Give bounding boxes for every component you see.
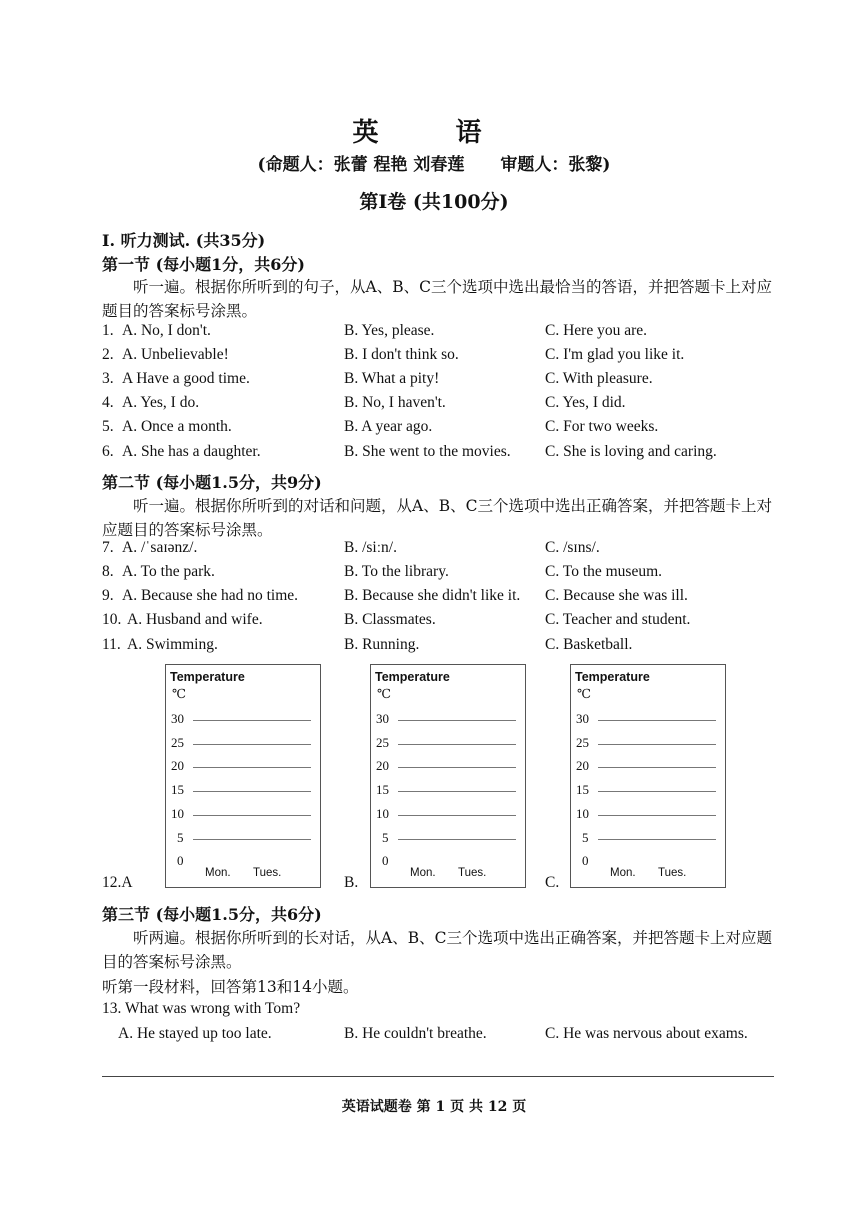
q13-question: 13. What was wrong with Tom? bbox=[102, 1000, 301, 1017]
grid-line bbox=[398, 791, 516, 792]
grid-line bbox=[598, 767, 716, 768]
chart-unit: ℃ bbox=[577, 686, 591, 701]
option-b: B. Yes, please. bbox=[344, 322, 435, 339]
section3-instruction: 听两遍。根据你所听到的长对话，从A、B、C三个选项中选出正确答案，并把答题卡上对应题目的答案标号涂黑。 bbox=[102, 929, 772, 971]
question-number: 3. bbox=[102, 370, 114, 387]
x-tick-label: Tues. bbox=[458, 867, 487, 879]
option-a: A. Because she had no time. bbox=[122, 587, 299, 604]
chart-unit: ℃ bbox=[377, 686, 391, 701]
option-a: A. Unbelievable! bbox=[122, 346, 229, 363]
option-b: B. Classmates. bbox=[344, 611, 436, 628]
option-b: B. Running. bbox=[344, 636, 420, 653]
y-tick-label: 25 bbox=[171, 734, 184, 750]
question-number: 2. bbox=[102, 346, 114, 363]
option-b: B. Because she didn't like it. bbox=[344, 587, 521, 604]
grid-line bbox=[598, 815, 716, 816]
y-tick-label: 10 bbox=[376, 805, 389, 821]
option-b: B. /siːn/. bbox=[344, 539, 397, 556]
volume-heading: 第Ⅰ卷 (共100分) bbox=[359, 191, 509, 213]
x-tick-label: Tues. bbox=[658, 867, 687, 879]
option-c: C. Because she was ill. bbox=[545, 587, 688, 604]
page-title: 英 语 bbox=[352, 118, 516, 148]
option-c: C. She is loving and caring. bbox=[545, 443, 717, 460]
option-b: B. She went to the movies. bbox=[344, 443, 511, 460]
grid-line bbox=[598, 720, 716, 721]
option-a: A. To the park. bbox=[122, 563, 215, 580]
y-tick-label: 5 bbox=[382, 829, 389, 845]
q12-option-a: A bbox=[121, 874, 133, 891]
option-c: C. To the museum. bbox=[545, 563, 663, 580]
y-tick-label: 20 bbox=[376, 758, 389, 774]
grid-line bbox=[193, 720, 311, 721]
option-b: B. I don't think so. bbox=[344, 346, 459, 363]
option-a: A. Yes, I do. bbox=[122, 394, 200, 411]
q12-option-b: B. bbox=[344, 874, 359, 891]
y-tick-label: 0 bbox=[382, 853, 389, 869]
y-tick-label: 20 bbox=[576, 758, 589, 774]
page-footer: 英语试题卷 第 1 页 共 12 页 bbox=[341, 1099, 527, 1115]
y-tick-label: 15 bbox=[576, 782, 589, 798]
y-tick-label: 5 bbox=[177, 829, 184, 845]
option-a: A. Husband and wife. bbox=[127, 611, 263, 628]
option-a: A. /ˈsaɪənz/. bbox=[122, 539, 198, 556]
grid-line bbox=[193, 744, 311, 745]
section1-instruction: 听一遍。根据你所听到的句子，从A、B、C三个选项中选出最恰当的答语，并把答题卡上对应题目的答案标号涂黑。 bbox=[102, 278, 772, 320]
temperature-chart bbox=[570, 662, 730, 888]
question-number: 9. bbox=[102, 587, 114, 604]
question-number: 10. bbox=[102, 611, 122, 628]
y-tick-label: 0 bbox=[582, 853, 589, 869]
y-tick-label: 10 bbox=[171, 805, 184, 821]
option-a: A Have a good time. bbox=[122, 370, 250, 387]
option-a: A. Once a month. bbox=[122, 418, 232, 435]
grid-line bbox=[193, 839, 311, 840]
grid-line bbox=[598, 791, 716, 792]
option-b: B. What a pity! bbox=[344, 370, 440, 387]
chart-ylabel: Temperature bbox=[170, 670, 245, 684]
x-tick-label: Mon. bbox=[610, 867, 636, 879]
temperature-chart bbox=[370, 662, 530, 888]
question-number: 8. bbox=[102, 563, 114, 580]
temperature-chart bbox=[165, 662, 325, 888]
question-number: 7. bbox=[102, 539, 114, 556]
option-c: C. /sɪns/. bbox=[545, 539, 600, 556]
grid-line bbox=[398, 839, 516, 840]
option-c: C. With pleasure. bbox=[545, 370, 653, 387]
grid-line bbox=[398, 720, 516, 721]
question-number: 11. bbox=[102, 636, 121, 653]
grid-line bbox=[193, 767, 311, 768]
question-number: 5. bbox=[102, 418, 114, 435]
question-number: 6. bbox=[102, 443, 114, 460]
option-b: B. To the library. bbox=[344, 563, 449, 580]
y-tick-label: 30 bbox=[576, 711, 589, 726]
section2-instruction: 听一遍。根据你所听到的对话和问题，从A、B、C三个选项中选出正确答案，并把答题卡上对应题目的答案标号涂黑。 bbox=[102, 497, 772, 539]
option-c: C. Here you are. bbox=[545, 322, 647, 339]
q13-option-b: B. He couldn't breathe. bbox=[344, 1025, 487, 1042]
q13-option-a: A. He stayed up too late. bbox=[118, 1025, 272, 1042]
y-tick-label: 25 bbox=[376, 734, 389, 750]
option-a: A. Swimming. bbox=[127, 636, 218, 653]
y-tick-label: 15 bbox=[376, 782, 389, 798]
option-c: C. For two weeks. bbox=[545, 418, 659, 435]
grid-line bbox=[398, 744, 516, 745]
grid-line bbox=[398, 767, 516, 768]
option-c: C. Basketball. bbox=[545, 636, 633, 653]
part-heading: I. 听力测试. (共35分) bbox=[102, 231, 266, 250]
option-a: A. No, I don't. bbox=[122, 322, 211, 339]
section2-heading: 第二节 (每小题1.5分，共9分) bbox=[102, 473, 322, 492]
grid-line bbox=[598, 839, 716, 840]
q12-number: 12. bbox=[102, 874, 122, 891]
option-c: C. I'm glad you like it. bbox=[545, 346, 685, 363]
chart-ylabel: Temperature bbox=[375, 670, 450, 684]
grid-line bbox=[598, 744, 716, 745]
option-c: C. Yes, I did. bbox=[545, 394, 626, 411]
option-b: B. No, I haven't. bbox=[344, 394, 446, 411]
x-tick-label: Mon. bbox=[410, 867, 436, 879]
question-number: 1. bbox=[102, 322, 114, 339]
section1-heading: 第一节 (每小题1分，共6分) bbox=[102, 255, 305, 274]
x-tick-label: Mon. bbox=[205, 867, 231, 879]
setter-label: (命题人：张蕾 程艳 刘春莲 bbox=[257, 155, 465, 175]
grid-line bbox=[193, 815, 311, 816]
y-tick-label: 15 bbox=[171, 782, 184, 798]
grid-line bbox=[398, 815, 516, 816]
y-tick-label: 0 bbox=[177, 853, 184, 869]
section3-heading: 第三节 (每小题1.5分，共6分) bbox=[102, 905, 322, 924]
material-note: 听第一段材料，回答第13和14小题。 bbox=[102, 978, 359, 996]
exam-authors bbox=[0, 150, 868, 175]
q12-label bbox=[102, 874, 133, 892]
x-tick-label: Tues. bbox=[253, 867, 282, 879]
q13-option-c: C. He was nervous about exams. bbox=[545, 1025, 748, 1042]
option-a: A. She has a daughter. bbox=[122, 443, 261, 460]
y-tick-label: 10 bbox=[576, 805, 589, 821]
chart-unit: ℃ bbox=[172, 686, 186, 701]
y-tick-label: 20 bbox=[171, 758, 184, 774]
chart-ylabel: Temperature bbox=[575, 670, 650, 684]
option-b: B. A year ago. bbox=[344, 418, 433, 435]
option-c: C. Teacher and student. bbox=[545, 611, 691, 628]
footer-divider bbox=[102, 1076, 774, 1077]
grid-line bbox=[193, 791, 311, 792]
reviewer-label: 审题人：张黎) bbox=[500, 155, 611, 175]
q12-option-c: C. bbox=[545, 874, 560, 891]
y-tick-label: 25 bbox=[576, 734, 589, 750]
question-number: 4. bbox=[102, 394, 114, 411]
y-tick-label: 30 bbox=[376, 711, 389, 726]
y-tick-label: 30 bbox=[171, 711, 184, 726]
y-tick-label: 5 bbox=[582, 829, 589, 845]
